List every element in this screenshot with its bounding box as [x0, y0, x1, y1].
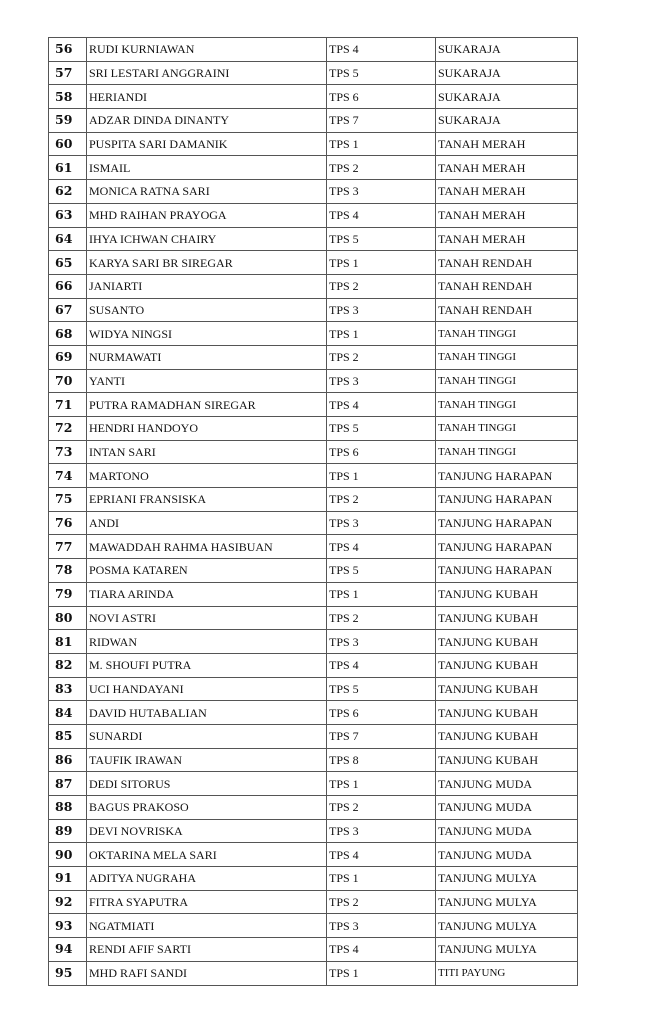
table-row — [49, 85, 578, 109]
table-row — [49, 867, 578, 891]
tps-cell: TPS 3 — [327, 298, 436, 322]
table-row — [49, 322, 578, 346]
village-cell: TITI PAYUNG — [436, 961, 578, 985]
row-number-cell: 66 — [49, 274, 87, 298]
name-cell: DEDI SITORUS — [87, 772, 327, 796]
village-cell: TANJUNG KUBAH — [436, 630, 578, 654]
name-cell: INTAN SARI — [87, 440, 327, 464]
tps-cell: TPS 3 — [327, 819, 436, 843]
village-cell: TANJUNG MUDA — [436, 772, 578, 796]
tps-cell: TPS 2 — [327, 606, 436, 630]
name-cell: NURMAWATI — [87, 345, 327, 369]
tps-cell: TPS 2 — [327, 274, 436, 298]
table-row — [49, 488, 578, 512]
row-number-cell: 82 — [49, 653, 87, 677]
table-row — [49, 677, 578, 701]
village-cell: TANJUNG KUBAH — [436, 606, 578, 630]
tps-cell: TPS 7 — [327, 109, 436, 133]
tps-cell: TPS 4 — [327, 843, 436, 867]
row-number-cell: 63 — [49, 203, 87, 227]
row-number-cell: 62 — [49, 180, 87, 204]
table-row — [49, 961, 578, 985]
village-cell: TANAH TINGGI — [436, 369, 578, 393]
tps-cell: TPS 4 — [327, 653, 436, 677]
village-cell: TANAH RENDAH — [436, 298, 578, 322]
row-number-cell: 93 — [49, 914, 87, 938]
name-cell: TAUFIK IRAWAN — [87, 748, 327, 772]
table-row — [49, 606, 578, 630]
row-number-cell: 95 — [49, 961, 87, 985]
row-number-cell: 90 — [49, 843, 87, 867]
name-cell: EPRIANI FRANSISKA — [87, 488, 327, 512]
tps-cell: TPS 5 — [327, 227, 436, 251]
tps-cell: TPS 1 — [327, 251, 436, 275]
village-cell: TANJUNG KUBAH — [436, 748, 578, 772]
name-cell: MAWADDAH RAHMA HASIBUAN — [87, 535, 327, 559]
village-cell: TANJUNG HARAPAN — [436, 535, 578, 559]
table-row — [49, 38, 578, 62]
tps-cell: TPS 3 — [327, 914, 436, 938]
village-cell: SUKARAJA — [436, 61, 578, 85]
table-row — [49, 724, 578, 748]
table-row — [49, 559, 578, 583]
name-cell: FITRA SYAPUTRA — [87, 890, 327, 914]
name-cell: SUNARDI — [87, 724, 327, 748]
table-row — [49, 653, 578, 677]
row-number-cell: 73 — [49, 440, 87, 464]
village-cell: TANJUNG KUBAH — [436, 701, 578, 725]
tps-cell: TPS 5 — [327, 61, 436, 85]
tps-cell: TPS 3 — [327, 369, 436, 393]
table-row — [49, 274, 578, 298]
name-cell: RUDI KURNIAWAN — [87, 38, 327, 62]
table-row — [49, 180, 578, 204]
village-cell: TANJUNG KUBAH — [436, 677, 578, 701]
table-row — [49, 109, 578, 133]
village-cell: SUKARAJA — [436, 109, 578, 133]
table-row — [49, 440, 578, 464]
row-number-cell: 80 — [49, 606, 87, 630]
row-number-cell: 83 — [49, 677, 87, 701]
tps-cell: TPS 1 — [327, 867, 436, 891]
name-cell: OKTARINA MELA SARI — [87, 843, 327, 867]
tps-cell: TPS 2 — [327, 796, 436, 820]
village-cell: TANJUNG MUDA — [436, 843, 578, 867]
name-cell: ADITYA NUGRAHA — [87, 867, 327, 891]
table-row — [49, 132, 578, 156]
village-cell: SUKARAJA — [436, 38, 578, 62]
name-cell: MHD RAIHAN PRAYOGA — [87, 203, 327, 227]
village-cell: TANJUNG MUDA — [436, 796, 578, 820]
village-cell: TANAH TINGGI — [436, 440, 578, 464]
village-cell: TANJUNG KUBAH — [436, 653, 578, 677]
row-number-cell: 86 — [49, 748, 87, 772]
table-row — [49, 582, 578, 606]
row-number-cell: 65 — [49, 251, 87, 275]
table-row — [49, 345, 578, 369]
row-number-cell: 57 — [49, 61, 87, 85]
row-number-cell: 60 — [49, 132, 87, 156]
table-row — [49, 890, 578, 914]
tps-cell: TPS 6 — [327, 440, 436, 464]
name-cell: SUSANTO — [87, 298, 327, 322]
name-cell: HENDRI HANDOYO — [87, 417, 327, 441]
village-cell: TANAH MERAH — [436, 132, 578, 156]
name-cell: MARTONO — [87, 464, 327, 488]
name-cell: KARYA SARI BR SIREGAR — [87, 251, 327, 275]
row-number-cell: 70 — [49, 369, 87, 393]
row-number-cell: 88 — [49, 796, 87, 820]
row-number-cell: 87 — [49, 772, 87, 796]
village-cell: TANAH MERAH — [436, 227, 578, 251]
table-row — [49, 393, 578, 417]
name-cell: PUTRA RAMADHAN SIREGAR — [87, 393, 327, 417]
village-cell: TANAH TINGGI — [436, 322, 578, 346]
tps-cell: TPS 1 — [327, 772, 436, 796]
village-cell: TANJUNG HARAPAN — [436, 488, 578, 512]
tps-cell: TPS 3 — [327, 630, 436, 654]
row-number-cell: 74 — [49, 464, 87, 488]
table-row — [49, 843, 578, 867]
row-number-cell: 77 — [49, 535, 87, 559]
row-number-cell: 94 — [49, 938, 87, 962]
tps-cell: TPS 1 — [327, 961, 436, 985]
row-number-cell: 76 — [49, 511, 87, 535]
name-cell: YANTI — [87, 369, 327, 393]
table-row — [49, 298, 578, 322]
table-row — [49, 535, 578, 559]
table-row — [49, 630, 578, 654]
table-row — [49, 369, 578, 393]
village-cell: TANJUNG HARAPAN — [436, 511, 578, 535]
tps-cell: TPS 4 — [327, 38, 436, 62]
name-cell: NGATMIATI — [87, 914, 327, 938]
table-row — [49, 511, 578, 535]
table-row — [49, 417, 578, 441]
village-cell: TANJUNG MULYA — [436, 938, 578, 962]
village-cell: TANJUNG MULYA — [436, 890, 578, 914]
village-cell: TANAH RENDAH — [436, 274, 578, 298]
village-cell: TANJUNG HARAPAN — [436, 464, 578, 488]
tps-cell: TPS 3 — [327, 511, 436, 535]
tps-cell: TPS 6 — [327, 701, 436, 725]
name-cell: ADZAR DINDA DINANTY — [87, 109, 327, 133]
name-cell: DAVID HUTABALIAN — [87, 701, 327, 725]
name-cell: M. SHOUFI PUTRA — [87, 653, 327, 677]
row-number-cell: 78 — [49, 559, 87, 583]
name-cell: ISMAIL — [87, 156, 327, 180]
name-cell: UCI HANDAYANI — [87, 677, 327, 701]
name-cell: ANDI — [87, 511, 327, 535]
village-cell: TANJUNG KUBAH — [436, 582, 578, 606]
row-number-cell: 68 — [49, 322, 87, 346]
row-number-cell: 85 — [49, 724, 87, 748]
tps-cell: TPS 7 — [327, 724, 436, 748]
village-cell: TANAH TINGGI — [436, 393, 578, 417]
tps-cell: TPS 4 — [327, 938, 436, 962]
row-number-cell: 67 — [49, 298, 87, 322]
row-number-cell: 59 — [49, 109, 87, 133]
tps-cell: TPS 4 — [327, 203, 436, 227]
name-cell: NOVI ASTRI — [87, 606, 327, 630]
table-row — [49, 227, 578, 251]
table-row — [49, 748, 578, 772]
name-cell: PUSPITA SARI DAMANIK — [87, 132, 327, 156]
tps-cell: TPS 5 — [327, 677, 436, 701]
name-cell: WIDYA NINGSI — [87, 322, 327, 346]
row-number-cell: 56 — [49, 38, 87, 62]
name-cell: SRI LESTARI ANGGRAINI — [87, 61, 327, 85]
tps-cell: TPS 2 — [327, 890, 436, 914]
tps-cell: TPS 1 — [327, 322, 436, 346]
document-table — [48, 37, 578, 986]
tps-cell: TPS 1 — [327, 582, 436, 606]
table-row — [49, 203, 578, 227]
village-cell: TANJUNG MUDA — [436, 819, 578, 843]
tps-cell: TPS 4 — [327, 393, 436, 417]
row-number-cell: 64 — [49, 227, 87, 251]
tps-cell: TPS 8 — [327, 748, 436, 772]
row-number-cell: 61 — [49, 156, 87, 180]
table-row — [49, 61, 578, 85]
name-cell: HERIANDI — [87, 85, 327, 109]
row-number-cell: 75 — [49, 488, 87, 512]
village-cell: TANAH MERAH — [436, 203, 578, 227]
name-cell: TIARA ARINDA — [87, 582, 327, 606]
row-number-cell: 69 — [49, 345, 87, 369]
tps-cell: TPS 2 — [327, 156, 436, 180]
village-cell: TANJUNG KUBAH — [436, 724, 578, 748]
village-cell: TANJUNG HARAPAN — [436, 559, 578, 583]
table-body — [49, 38, 578, 986]
row-number-cell: 79 — [49, 582, 87, 606]
row-number-cell: 89 — [49, 819, 87, 843]
tps-cell: TPS 1 — [327, 464, 436, 488]
tps-cell: TPS 2 — [327, 488, 436, 512]
table-row — [49, 701, 578, 725]
name-cell: IHYA ICHWAN CHAIRY — [87, 227, 327, 251]
tps-cell: TPS 1 — [327, 132, 436, 156]
table-row — [49, 156, 578, 180]
table-row — [49, 772, 578, 796]
row-number-cell: 91 — [49, 867, 87, 891]
name-cell: MHD RAFI SANDI — [87, 961, 327, 985]
name-cell: RIDWAN — [87, 630, 327, 654]
table-row — [49, 251, 578, 275]
name-cell: RENDI AFIF SARTI — [87, 938, 327, 962]
table-row — [49, 796, 578, 820]
village-cell: TANAH TINGGI — [436, 345, 578, 369]
table-row — [49, 464, 578, 488]
village-cell: TANAH MERAH — [436, 156, 578, 180]
row-number-cell: 84 — [49, 701, 87, 725]
row-number-cell: 72 — [49, 417, 87, 441]
row-number-cell: 58 — [49, 85, 87, 109]
tps-cell: TPS 3 — [327, 180, 436, 204]
tps-cell: TPS 5 — [327, 559, 436, 583]
row-number-cell: 71 — [49, 393, 87, 417]
village-cell: TANAH RENDAH — [436, 251, 578, 275]
name-cell: BAGUS PRAKOSO — [87, 796, 327, 820]
row-number-cell: 81 — [49, 630, 87, 654]
tps-cell: TPS 5 — [327, 417, 436, 441]
village-cell: TANJUNG MULYA — [436, 867, 578, 891]
tps-cell: TPS 2 — [327, 345, 436, 369]
name-cell: DEVI NOVRISKA — [87, 819, 327, 843]
name-cell: JANIARTI — [87, 274, 327, 298]
village-cell: SUKARAJA — [436, 85, 578, 109]
village-cell: TANAH MERAH — [436, 180, 578, 204]
table-row — [49, 819, 578, 843]
village-cell: TANJUNG MULYA — [436, 914, 578, 938]
name-cell: MONICA RATNA SARI — [87, 180, 327, 204]
table-row — [49, 938, 578, 962]
village-cell: TANAH TINGGI — [436, 417, 578, 441]
table-row — [49, 914, 578, 938]
row-number-cell: 92 — [49, 890, 87, 914]
tps-cell: TPS 4 — [327, 535, 436, 559]
name-cell: POSMA KATAREN — [87, 559, 327, 583]
tps-cell: TPS 6 — [327, 85, 436, 109]
